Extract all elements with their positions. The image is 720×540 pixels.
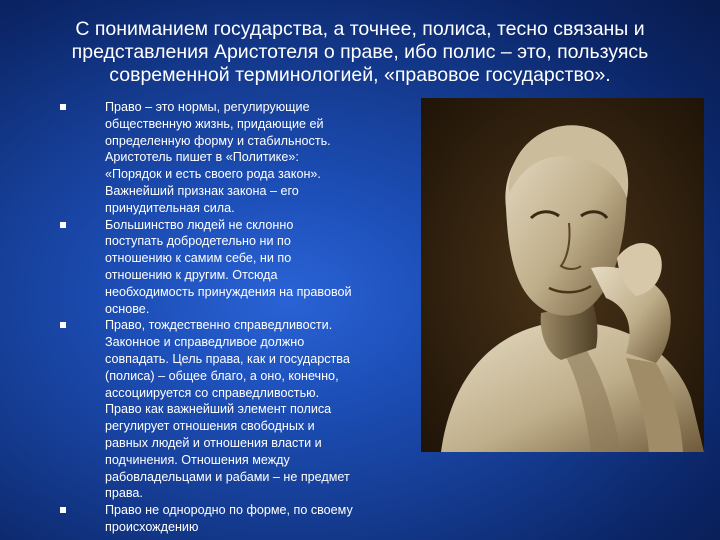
bullet-text-line: общественную жизнь, придающие ей xyxy=(105,116,324,131)
bullet-text-line: «Порядок и есть своего рода закон». xyxy=(105,167,321,182)
slide-title xyxy=(40,18,680,87)
bullet-item xyxy=(60,99,390,217)
bullet-text-line: Право – это нормы, регулирующие xyxy=(105,100,310,114)
bullet-text-line: Законное и справедливое должно xyxy=(105,335,305,350)
bullet-text-line: рабовладельцами и рабами – не предмет xyxy=(105,469,350,484)
title-line: современной терминологией, «правовое государство». xyxy=(109,64,611,86)
bullet-text-line: необходимость принуждения на правовой xyxy=(105,284,352,299)
bullet-text-line: определенную форму и стабильность. xyxy=(105,133,331,148)
bullet-text-line: ассоциируется со справедливостью. xyxy=(105,385,320,400)
bullet-text-line: (полиса) – общее благо, а оно, конечно, xyxy=(105,368,339,383)
bullet-text-line: Аристотель пишет в «Политике»: xyxy=(105,150,299,165)
bullet-text-line: Право не однородно по форме, по своему xyxy=(105,503,353,518)
title-line: представления Аристотеля о праве, ибо полис – это, пользуясь xyxy=(71,41,649,63)
square-bullet-icon xyxy=(60,507,66,513)
square-bullet-icon xyxy=(60,322,66,328)
square-bullet-icon xyxy=(60,222,66,228)
bullet-text-line: отношению к другим. Отсюда xyxy=(105,267,278,282)
square-bullet-icon xyxy=(60,104,66,110)
bullet-text-line: отношению к самим себе, ни по xyxy=(105,251,292,266)
bullet-text-line: происхождению xyxy=(105,519,199,534)
bullet-text-line: Право как важнейший элемент полиса xyxy=(105,402,332,417)
bullet-text-line: поступать добродетельно ни по xyxy=(105,234,291,249)
bullet-text-line: Большинство людей не склонно xyxy=(105,217,294,232)
bullet-item xyxy=(60,217,390,318)
aristotle-bust-photo xyxy=(421,98,704,452)
aristotle-bust-illustration xyxy=(421,98,704,452)
bullet-list xyxy=(60,99,390,536)
bullet-text-line: подчинения. Отношения между xyxy=(105,452,290,467)
bullet-text-line: совпадать. Цель права, как и государства xyxy=(105,351,350,366)
bullet-text-line: принудительная сила. xyxy=(105,200,235,215)
title-line: С пониманием государства, а точнее, полиса, тесно связаны и xyxy=(75,18,645,40)
bullet-item xyxy=(60,317,390,502)
bullet-text-line: Право, тождественно справедливости. xyxy=(105,318,333,333)
bullet-text-line: Важнейший признак закона – его xyxy=(105,183,299,198)
bullet-text-line: равных людей и отношения власти и xyxy=(105,435,322,450)
bullet-text-line: регулирует отношения свободных и xyxy=(105,419,315,434)
bullet-text-line: основе. xyxy=(105,301,150,316)
bullet-item xyxy=(60,502,390,536)
bullet-text-line: права. xyxy=(105,486,143,501)
